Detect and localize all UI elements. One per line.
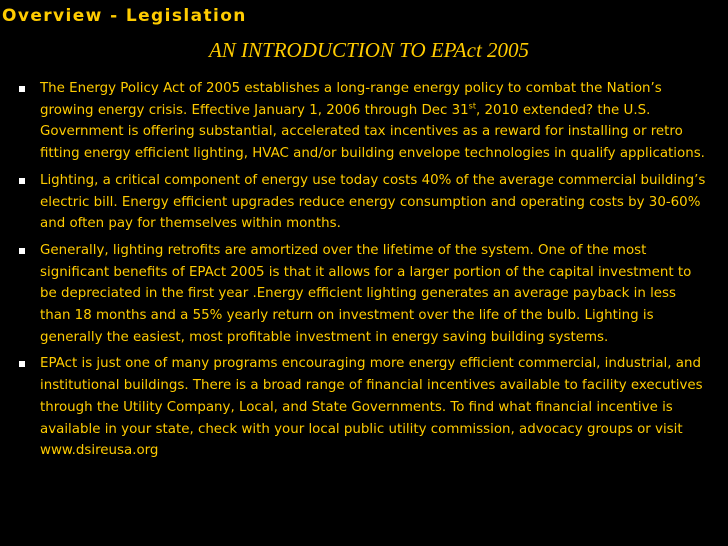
bullet-square-icon <box>19 248 25 254</box>
bullet-text-part: The Energy Policy Act of 2005 establishes a long-range energy policy to combat the Nation’s growing energy crisis. Effective January 1, 2006 through Dec 31 <box>40 81 662 118</box>
bullet-list <box>18 78 708 467</box>
bullet-text <box>40 81 705 161</box>
bullet-square-icon <box>19 361 25 367</box>
section-title: Overview - Legislation <box>2 6 247 26</box>
bullet-text: EPAct is just one of many programs encouraging more energy efficient commercial, industrial, and institutional buildings. There is a broad range of financial incentives available to facility executives through the Utility Company, Local, and State Governments. To find what financial incentive is available in your state, check with your local public utility commission, advocacy groups or visit www.dsireusa.org <box>40 356 703 459</box>
bullet-item-incentive-programs <box>18 353 708 462</box>
bullet-item-lighting-retrofits <box>18 240 708 349</box>
bullet-text: Generally, lighting retrofits are amortized over the lifetime of the system. One of the most significant benefits of EPAct 2005 is that it allows for a larger portion of the capital investment to be depreciated in the first year .Energy efficient lighting generates an average payback in less than 18 months and a 55% yearly return on investment over the life of the bulb. Lighting is generally the easiest, most profitable investment in energy saving building systems. <box>40 242 692 345</box>
bullet-text-part: , 2010 extended? the U.S. Government is offering substantial, accelerated tax incentives as a reward for installing or retro fitting energy efficient lighting, HVAC and/or building envelope technologies in qualify applications. <box>40 102 705 162</box>
bullet-item-lighting-cost <box>18 170 708 235</box>
main-title-text: AN INTRODUCTION TO EPAct 2005 <box>208 38 530 62</box>
bullet-text: Lighting, a critical component of energy use today costs 40% of the average commercial building’s electric bill. Energy efficient upgrades reduce energy consumption and operating costs by 30-60% and often pay for themselves within months. <box>40 172 706 232</box>
bullet-square-icon <box>19 178 25 184</box>
bullet-square-icon <box>19 86 25 92</box>
bullet-item-epact-overview <box>18 78 708 165</box>
ordinal-suffix: st <box>468 101 476 111</box>
main-title <box>0 38 728 63</box>
